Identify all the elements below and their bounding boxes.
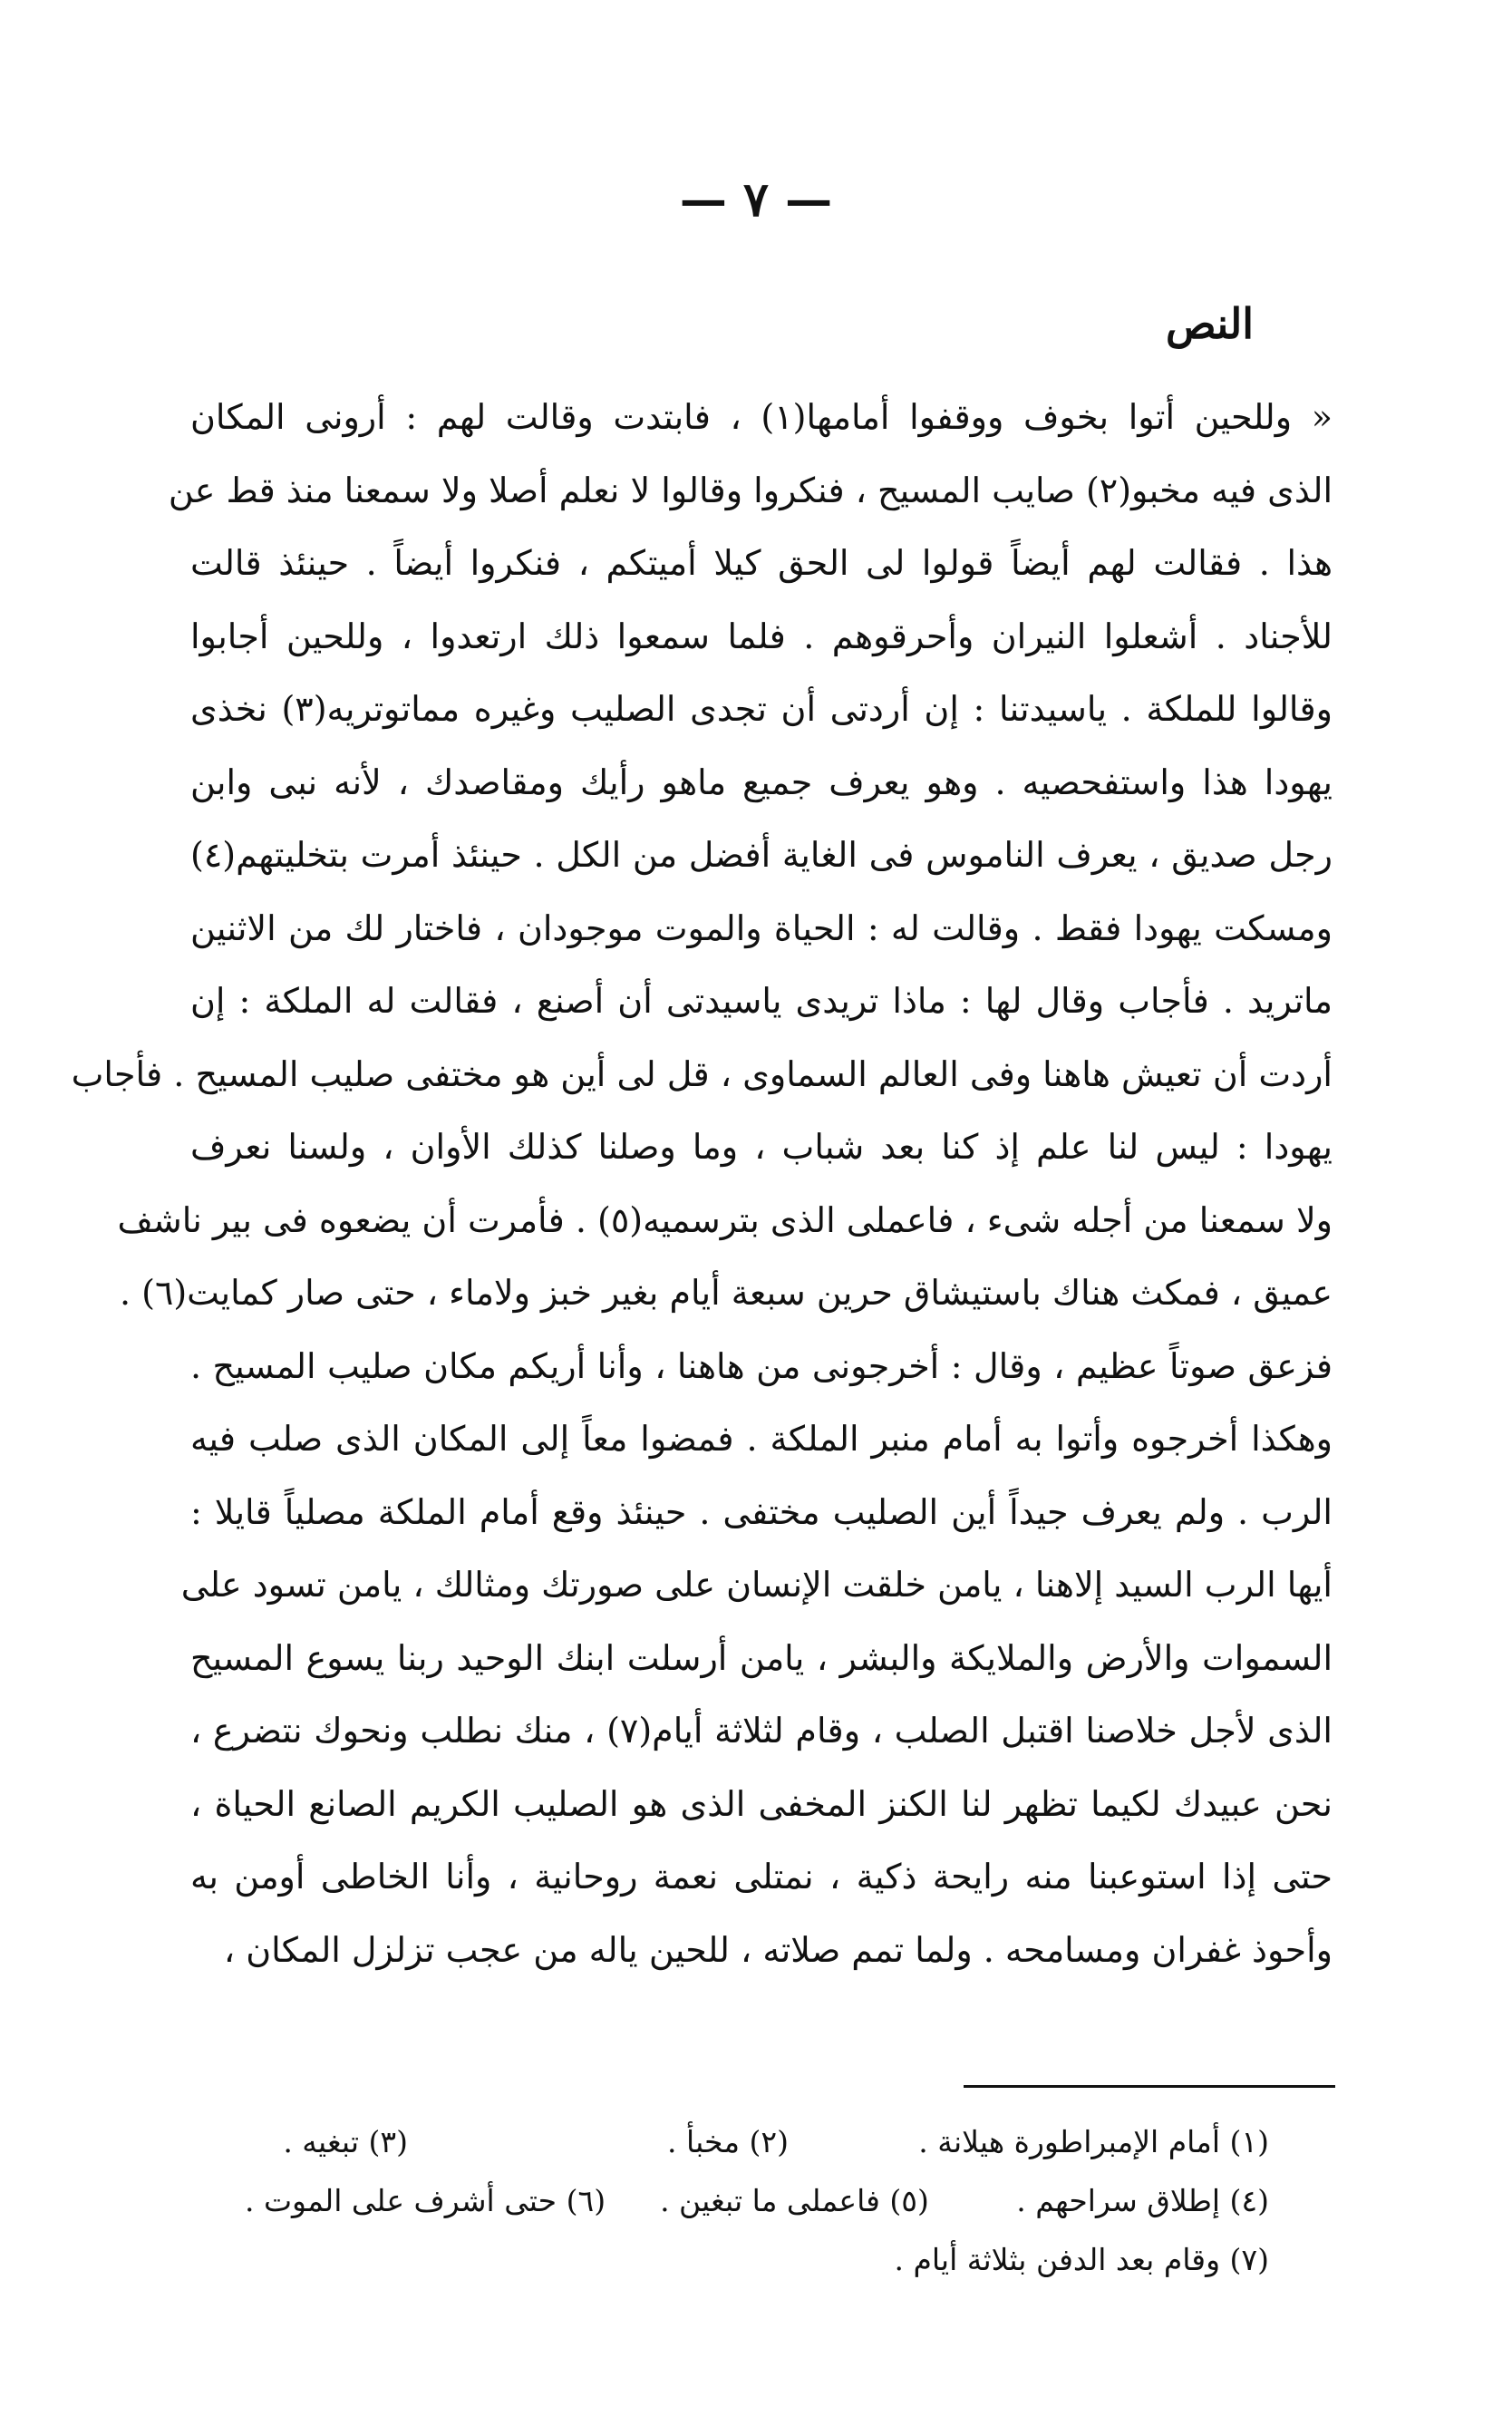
text-line: أيها الرب السيد إلاهنا ، يامن خلقت الإنسان على صورتك ومثالك ، يامن تسود على [180,1565,1333,1605]
page-number: — ٧ — [679,172,833,228]
text-line: فزعق صوتاً عظيم ، وقال : أخرجونى من هاهنا ، وأنا أريكم مكان صليب المسيح . [190,1345,1333,1386]
section-title: النص [1165,299,1254,348]
footnotes [190,2112,1269,2289]
text-line: ولا سمعنا من أجله شىء ، فاعملى الذى بترسميه(٥) . فأمرت أن يضعوه فى بير ناشف [117,1199,1333,1240]
text-line: ومسكت يهودا فقط . وقالت له : الحياة والموت موجودان ، فاختار لك من الاثنين [190,907,1333,948]
footnote-7: (٧) وقام بعد الدفن بثلاثة أيام . [894,2242,1269,2277]
text-line: السموات والأرض والملايكة والبشر ، يامن أرسلت ابنك الوحيد ربنا يسوع المسيح [190,1637,1333,1678]
footnote-5: (٥) فاعملى ما تبغين . [660,2183,929,2218]
footnote-3: (٣) تبغيه . [283,2124,408,2159]
text-line: للأجناد . أشعلوا النيران وأحرقوهم . فلما سمعوا ذلك ارتعدوا ، وللحين أجابوا [190,616,1333,656]
footnote-6: (٦) حتى أشرف على الموت . [245,2183,606,2218]
footnote-divider [964,2085,1335,2088]
text-line: رجل صديق ، يعرف الناموس فى الغاية أفضل من الكل . حينئذ أمرت بتخليتهم(٤) [190,835,1333,875]
body-text [71,381,1333,1986]
text-line: وأحوذ غفران ومسامحه . ولما تمم صلاته ، للحين ياله من عجب تزلزل المكان ، [223,1929,1333,1970]
text-line: « وللحين أتوا بخوف ووقفوا أمامها(١) ، فابتدت وقالت لهم : أرونى المكان [190,397,1333,437]
text-line: الذى لأجل خلاصنا اقتبل الصلب ، وقام لثلاثة أيام(٧) ، منك نطلب ونحوك نتضرع ، [190,1711,1333,1751]
footnote-4: (٤) إطلاق سراحهم . [1016,2183,1269,2218]
footnote-1: (١) أمام الإمبراطورة هيلانة . [918,2124,1269,2159]
text-line: وقالوا للملكة . ياسيدتنا : إن أردتى أن تجدى الصليب وغيره مماتوتريه(٣) نخذى [190,689,1333,729]
text-line: هذا . فقالت لهم أيضاً قولوا لى الحق كيلا أميتكم ، فنكروا أيضاً . حينئذ قالت [190,543,1333,583]
text-line: نحن عبيدك لكيما تظهر لنا الكنز المخفى الذى هو الصليب الكريم الصانع الحياة ، [190,1783,1333,1824]
text-line: وهكذا أخرجوه وأتوا به أمام منبر الملكة . فمضوا معاً إلى المكان الذى صلب فيه [190,1419,1333,1459]
text-line: ماتريد . فأجاب وقال لها : ماذا تريدى ياسيدتى أن أصنع ، فقالت له الملكة : إن [190,981,1333,1021]
text-line: يهودا : ليس لنا علم إذ كنا بعد شباب ، وما وصلنا كذلك الأوان ، ولسنا نعرف [190,1127,1333,1167]
footnote-row [190,2171,1269,2230]
text-line: أردت أن تعيش هاهنا وفى العالم السماوى ، قل لى أين هو مختفى صليب المسيح . فأجاب [71,1053,1333,1094]
text-line: الذى فيه مخبو(٢) صايب المسيح ، فنكروا وقالوا لا نعلم أصلا ولا سمعنا منذ قط عن [168,470,1333,510]
footnote-row [190,2112,1269,2171]
footnote-2: (٢) مخبأ . [667,2124,789,2159]
text-line: الرب . ولم يعرف جيداً أين الصليب مختفى . حينئذ وقع أمام الملكة مصلياً قايلا : [190,1491,1333,1532]
text-line: حتى إذا استوعبنا منه رايحة ذكية ، نمتلى نعمة روحانية ، وأنا الخاطى أومن به [190,1857,1333,1897]
footnote-row [190,2230,1269,2289]
text-line: يهودا هذا واستفحصيه . وهو يعرف جميع ماهو رأيك ومقاصدك ، لأنه نبى وابن [190,762,1333,802]
text-line: عميق ، فمكث هناك باستيشاق حرين سبعة أيام بغير خبز ولاماء ، حتى صار كمايت(٦) . [119,1273,1333,1313]
